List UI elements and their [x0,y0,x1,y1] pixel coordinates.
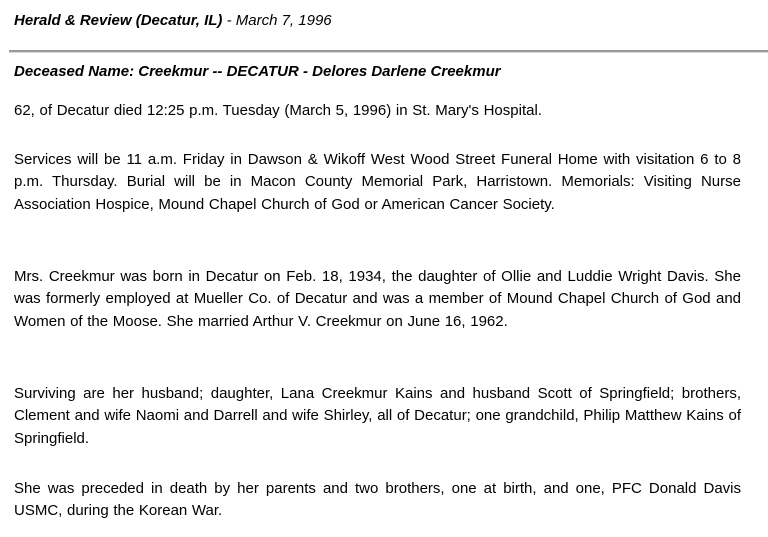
obituary-paragraph-survivors: Surviving are her husband; daughter, Lana Creekmur Kains and husband Scott of Springfield; brothers, Clement and wife Naomi and Darrell and wife Shirley, all of Decatur; one grandchild, Philip Matthew Kains of Springfield. [14,385,741,447]
newspaper-name: Herald & Review (Decatur, IL) [14,12,223,29]
obituary-paragraph-death: 62, of Decatur died 12:25 p.m. Tuesday (March 5, 1996) in St. Mary's Hospital. [14,102,542,119]
header-divider [9,50,768,53]
obituary-paragraph-biography: Mrs. Creekmur was born in Decatur on Feb. 18, 1934, the daughter of Ollie and Luddie Wright Davis. She was formerly employed at Mueller Co. of Decatur and was a member of Mound Chapel Church of God and Women of the Moose. She married Arthur V. Creekmur on June 16, 1962. [14,268,741,330]
deceased-name-line: Deceased Name: Creekmur -- DECATUR - Delores Darlene Creekmur [14,63,501,80]
obituary-paragraph-preceded: She was preceded in death by her parents and two brothers, one at birth, and one, PFC Donald Davis USMC, during the Korean War. [14,480,741,520]
obituary-page [14,0,741,520]
publication-date: - March 7, 1996 [222,12,332,29]
masthead [14,11,741,31]
obituary-paragraph-services: Services will be 11 a.m. Friday in Dawson & Wikoff West Wood Street Funeral Home with visitation 6 to 8 p.m. Thursday. Burial will be in Macon County Memorial Park, Harristown. Memorials: Visiting Nurse Association Hospice, Mound Chapel Church of God or American Cancer Society. [14,151,741,213]
